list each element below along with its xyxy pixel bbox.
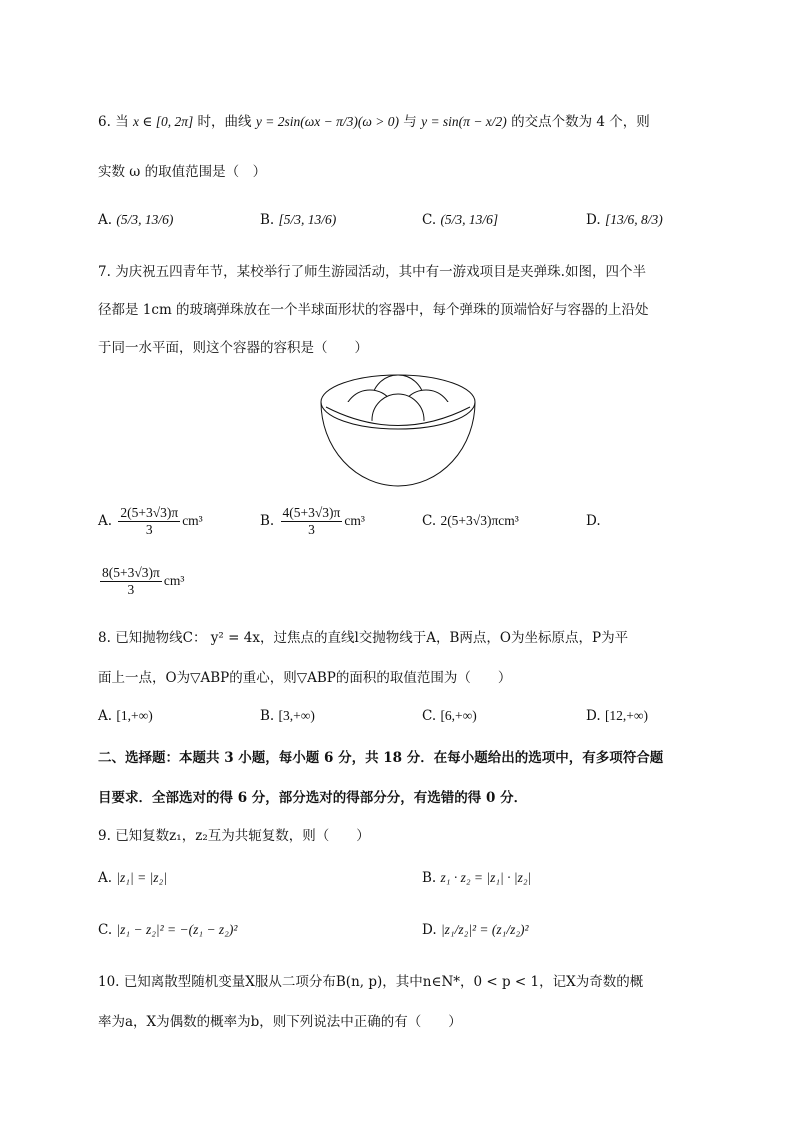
q6-curve-1: y = 2sin(ωx − π/3)(ω > 0) xyxy=(255,114,399,129)
q7-option-b-den: 3 xyxy=(308,522,315,537)
q10-number: 10. xyxy=(98,974,120,990)
q9-option-c-label: C. xyxy=(98,922,113,938)
q7-option-b-num: 4(5+3√3)π xyxy=(282,505,341,520)
q9-option-b-value: z₁ · z₂ = |z₁| · |z₂| xyxy=(440,870,532,885)
q7-option-d-fraction xyxy=(100,565,162,598)
q9-option-a xyxy=(98,870,167,886)
q7-option-a-unit: cm³ xyxy=(182,513,203,528)
q6-option-b-label: B. xyxy=(260,212,275,228)
q8-option-b-value: [3,+∞) xyxy=(278,708,315,723)
q9-number: 9. xyxy=(98,828,111,844)
section-2-heading-line-2: 目要求．全部选对的得 6 分，部分选对的得部分分，有选错的得 0 分． xyxy=(98,790,528,806)
q7-option-d-label-line xyxy=(586,513,601,529)
q9-option-a-label: A. xyxy=(98,870,113,886)
q9-line-1 xyxy=(98,826,370,846)
q7-option-c xyxy=(422,513,519,529)
q8-option-d-label: D. xyxy=(586,708,601,724)
q7-option-d-den: 3 xyxy=(127,582,135,597)
q7-option-d xyxy=(98,565,184,598)
q7-line-2: 径都是 1cm 的玻璃弹珠放在一个半球面形状的容器中，每个弹珠的顶端恰好与容器的上沿处 xyxy=(98,302,649,318)
q6-option-c-value: (5/3, 13/6] xyxy=(440,212,499,227)
q10-line-1 xyxy=(98,972,643,992)
q7-text-1: 为庆祝五四青年节，某校举行了师生游园活动，其中有一游戏项目是夹弹珠.如图，四个半 xyxy=(115,264,646,280)
q8-text-1: 已知抛物线C： y² = 4x，过焦点的直线l交抛物线于A，B两点，O为坐标原点，P为平 xyxy=(115,630,629,646)
q8-line-2: 面上一点，O为▽ABP的重心，则▽ABP的面积的取值范围为（ ） xyxy=(98,670,512,686)
q6-text-c: 与 xyxy=(403,114,417,130)
q7-line-1 xyxy=(98,262,646,282)
q8-line-1 xyxy=(98,628,628,648)
q9-option-d-value: |z₁/z₂|² = (z₁/z₂)² xyxy=(440,922,529,937)
q7-option-a-label: A. xyxy=(98,513,113,529)
q9-option-b xyxy=(422,870,531,886)
q7-option-d-label: D. xyxy=(586,513,601,529)
q6-option-a-value: (5/3, 13/6) xyxy=(116,212,174,227)
q6-option-d-label: D. xyxy=(586,212,601,228)
q6-option-d xyxy=(586,212,663,228)
q9-text-1: 已知复数z₁，z₂互为共轭复数，则（ ） xyxy=(115,828,370,844)
q9-option-c-value: |z₁ − z₂|² = −(z₁ − z₂)² xyxy=(116,922,238,937)
q7-option-b-label: B. xyxy=(260,513,275,529)
q7-option-b-unit: cm³ xyxy=(344,513,365,528)
q7-option-d-unit: cm³ xyxy=(163,573,185,588)
q8-option-a-label: A. xyxy=(98,708,113,724)
q6-curve-2: y = sin(π − x/2) xyxy=(421,114,507,129)
q9-option-d xyxy=(422,922,529,938)
q6-option-c xyxy=(422,212,498,228)
q7-option-d-num: 8(5+3√3)π xyxy=(102,565,160,580)
q10-line-2: 率为a，X为偶数的概率为b，则下列说法中正确的有（ ） xyxy=(98,1014,462,1030)
q7-option-a xyxy=(98,505,203,538)
q6-text-d: 的交点个数为 4 个，则 xyxy=(511,114,650,130)
q8-number: 8. xyxy=(98,630,111,646)
q8-option-d xyxy=(586,708,648,724)
q8-option-a xyxy=(98,708,153,724)
q9-option-c xyxy=(98,922,237,938)
section-2-heading-line-1: 二、选择题：本题共 3 小题，每小题 6 分，共 18 分．在每小题给出的选项中，有多项符合题 xyxy=(98,750,664,766)
q9-option-a-value: |z₁| = |z₂| xyxy=(116,870,167,885)
q8-option-a-value: [1,+∞) xyxy=(116,708,153,723)
q6-line-2: 实数 ω 的取值范围是（ ） xyxy=(98,164,267,180)
q6-text-b: 时，曲线 xyxy=(197,114,252,130)
bowl-with-marbles-figure xyxy=(318,372,478,490)
q7-option-a-den: 3 xyxy=(145,522,153,537)
q6-option-d-value: [13/6, 8/3) xyxy=(604,212,663,227)
q9-option-d-label: D. xyxy=(422,922,437,938)
q7-option-b-fraction xyxy=(281,505,343,538)
q8-option-c-label: C. xyxy=(422,708,437,724)
q7-option-c-value: 2(5+3√3)πcm³ xyxy=(440,513,519,528)
q7-number: 7. xyxy=(98,264,111,280)
q8-option-d-value: [12,+∞) xyxy=(604,708,649,723)
q8-option-b-label: B. xyxy=(260,708,275,724)
q7-option-b xyxy=(260,505,365,538)
q7-option-c-label: C. xyxy=(422,513,437,529)
q7-option-a-fraction xyxy=(118,505,180,538)
q6-number: 6. xyxy=(98,114,111,130)
q10-text-1: 已知离散型随机变量X服从二项分布B(n, p)，其中n∈N*，0 < p < 1，记X为奇数的概 xyxy=(123,974,644,990)
q8-option-b xyxy=(260,708,315,724)
q6-option-b xyxy=(260,212,336,228)
q6-option-a-label: A. xyxy=(98,212,113,228)
q8-option-c-value: [6,+∞) xyxy=(440,708,477,723)
q6-text-a: 当 xyxy=(115,114,129,130)
q6-line-1 xyxy=(98,112,650,132)
q9-option-b-label: B. xyxy=(422,870,437,886)
q7-line-3: 于同一水平面，则这个容器的容积是（ ） xyxy=(98,340,368,356)
q6-option-b-value: [5/3, 13/6) xyxy=(278,212,337,227)
q8-option-c xyxy=(422,708,477,724)
q6-x-domain: x ∈ [0, 2π] xyxy=(132,114,194,129)
q6-option-c-label: C. xyxy=(422,212,437,228)
q6-option-a xyxy=(98,212,173,228)
q7-option-a-num: 2(5+3√3)π xyxy=(120,505,179,520)
